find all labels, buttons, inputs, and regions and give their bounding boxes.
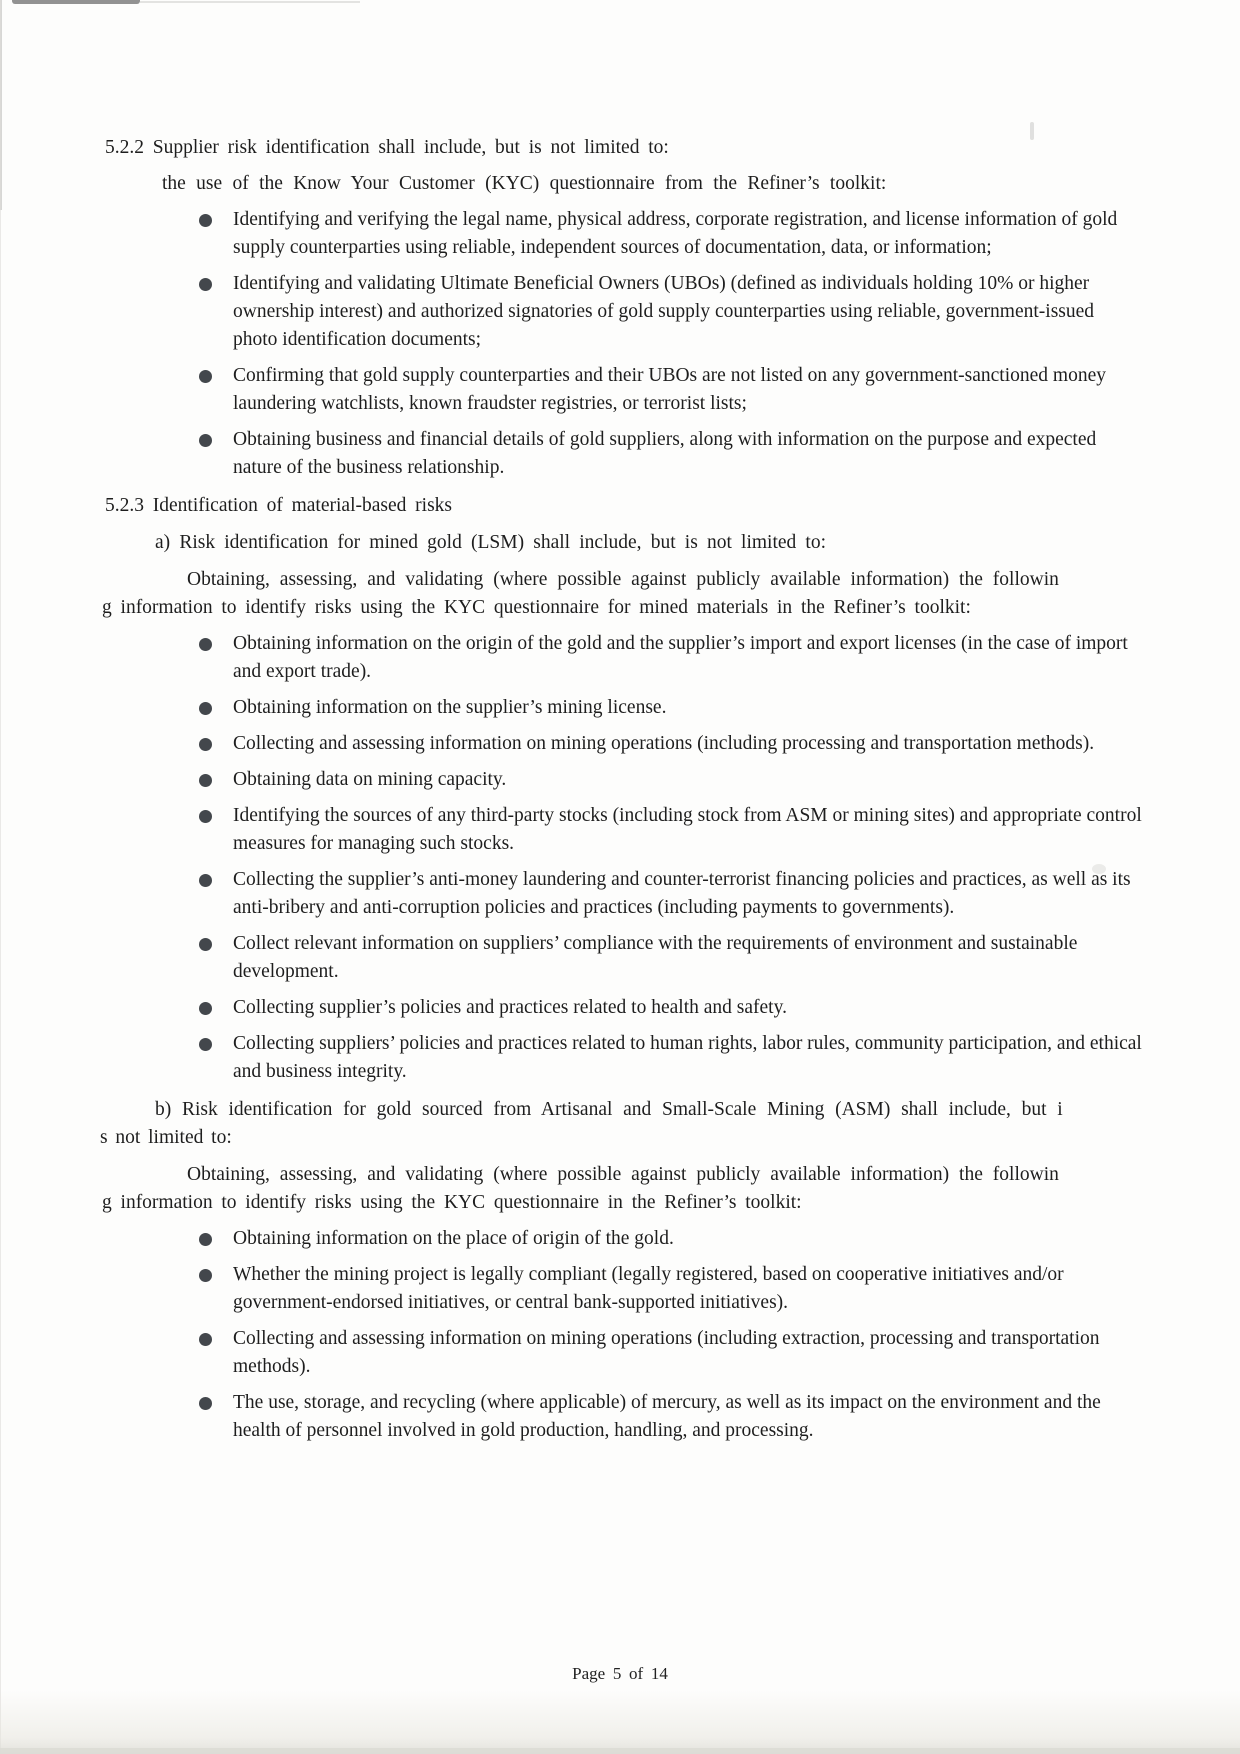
bullet-icon	[199, 938, 212, 951]
bullet-text: Obtaining information on the origin of the gold and the supplier’s import and export licenses (in the case of import and export trade).	[233, 633, 1128, 682]
bullet-icon	[199, 370, 212, 383]
scan-strip-bottom	[0, 1748, 1240, 1754]
bullet-text: Collecting supplier’s policies and practices related to health and safety.	[233, 997, 787, 1018]
bullet-item	[199, 730, 1142, 758]
bullet-item	[199, 1030, 1142, 1086]
section-heading: 5.2.3 Identification of material-based risks	[105, 495, 452, 516]
bullet-icon	[199, 638, 212, 651]
bullet-item	[199, 1389, 1142, 1445]
intro-line: the use of the Know Your Customer (KYC) questionnaire from the Refiner’s toolkit:	[162, 173, 887, 194]
bullet-item	[199, 766, 1142, 794]
text-line: Obtaining, assessing, and validating (where possible against publicly available information) the followin	[187, 1164, 1059, 1185]
bullet-icon	[199, 278, 212, 291]
bullet-icon	[199, 214, 212, 227]
bullet-text: Identifying and verifying the legal name, physical address, corporate registration, and license information of gold supply counterparties using reliable, independent sources of documentation, data, or information;	[233, 209, 1118, 258]
bullet-text: Collecting and assessing information on mining operations (including extraction, processing and transportation methods).	[233, 1328, 1100, 1377]
bullet-icon	[199, 434, 212, 447]
paragraph	[102, 1161, 1142, 1217]
bullet-text: Obtaining data on mining capacity.	[233, 769, 507, 790]
bullet-text: Obtaining information on the supplier’s mining license.	[233, 697, 667, 718]
bullet-item	[199, 802, 1142, 858]
text-line: Obtaining, assessing, and validating (where possible against publicly available information) the followin	[187, 569, 1059, 590]
bullet-item	[199, 1325, 1142, 1381]
text-line: s not limited to:	[100, 1127, 232, 1148]
bullet-item	[199, 270, 1142, 354]
text-line: g information to identify risks using the KYC questionnaire in the Refiner’s toolkit:	[102, 1192, 802, 1213]
bullet-text: Collect relevant information on suppliers’ compliance with the requirements of environment and sustainable development.	[233, 933, 1078, 982]
bullet-text: Collecting and assessing information on mining operations (including processing and transportation methods).	[233, 733, 1095, 754]
bullet-text: Whether the mining project is legally compliant (legally registered, based on cooperative initiatives and/or government-endorsed initiatives, or central bank-supported initiatives).	[233, 1264, 1064, 1313]
bullet-icon	[199, 774, 212, 787]
bullet-text: Identifying the sources of any third-party stocks (including stock from ASM or mining sites) and appropriate control measures for managing such stocks.	[233, 805, 1142, 854]
bullet-text: Confirming that gold supply counterparties and their UBOs are not listed on any government-sanctioned money laundering watchlists, known fraudster registries, or terrorist lists;	[233, 365, 1106, 414]
text-line: b) Risk identification for gold sourced from Artisanal and Small-Scale Mining (ASM) shall include, but i	[155, 1099, 1063, 1120]
list-alpha-item	[100, 1096, 1142, 1152]
scan-shadow-bottom	[0, 1690, 1240, 1754]
bullet-item	[199, 362, 1142, 418]
bullet-text: Collecting the supplier’s anti-money laundering and counter-terrorist financing policies and practices, as well as its anti-bribery and anti-corruption policies and practices (including payments to governments).	[233, 869, 1131, 918]
bullet-icon	[199, 810, 212, 823]
bullet-icon	[199, 702, 212, 715]
bullet-text: Obtaining business and financial details of gold suppliers, along with information on the purpose and expected nature of the business relationship.	[233, 429, 1097, 478]
bullet-icon	[199, 1233, 212, 1246]
bullet-item	[199, 694, 1142, 722]
bullet-icon	[199, 1269, 212, 1282]
bullet-item	[199, 1225, 1142, 1253]
bullet-text: Obtaining information on the place of origin of the gold.	[233, 1228, 674, 1249]
bullet-text: Collecting suppliers’ policies and practices related to human rights, labor rules, community participation, and ethical and business integrity.	[233, 1033, 1142, 1082]
bullet-icon	[199, 1333, 212, 1346]
bullet-icon	[199, 1002, 212, 1015]
section-heading: 5.2.2 Supplier risk identification shall include, but is not limited to:	[105, 137, 669, 158]
bullet-icon	[199, 1397, 212, 1410]
bullet-item	[199, 994, 1142, 1022]
bullet-icon	[199, 1038, 212, 1051]
bullet-item	[199, 206, 1142, 262]
paragraph	[102, 566, 1142, 622]
bullet-item	[199, 1261, 1142, 1317]
bullet-item	[199, 866, 1142, 922]
page-footer: Page 5 of 14	[572, 1664, 668, 1683]
text-line: g information to identify risks using the KYC questionnaire for mined materials in the Refiner’s toolkit:	[102, 597, 971, 618]
bullet-item	[199, 630, 1142, 686]
bullet-icon	[199, 874, 212, 887]
list-alpha-line: a) Risk identification for mined gold (LSM) shall include, but is not limited to:	[155, 532, 827, 553]
bullet-item	[199, 426, 1142, 482]
bullet-item	[199, 930, 1142, 986]
bullet-icon	[199, 738, 212, 751]
bullet-text: Identifying and validating Ultimate Beneficial Owners (UBOs) (defined as individuals holding 10% or higher ownership interest) and authorized signatories of gold supply counterparties using reliable, government-issued photo identification documents;	[233, 273, 1095, 350]
bullet-text: The use, storage, and recycling (where applicable) of mercury, as well as its impact on the environment and the health of personnel involved in gold production, handling, and processing.	[233, 1392, 1101, 1441]
